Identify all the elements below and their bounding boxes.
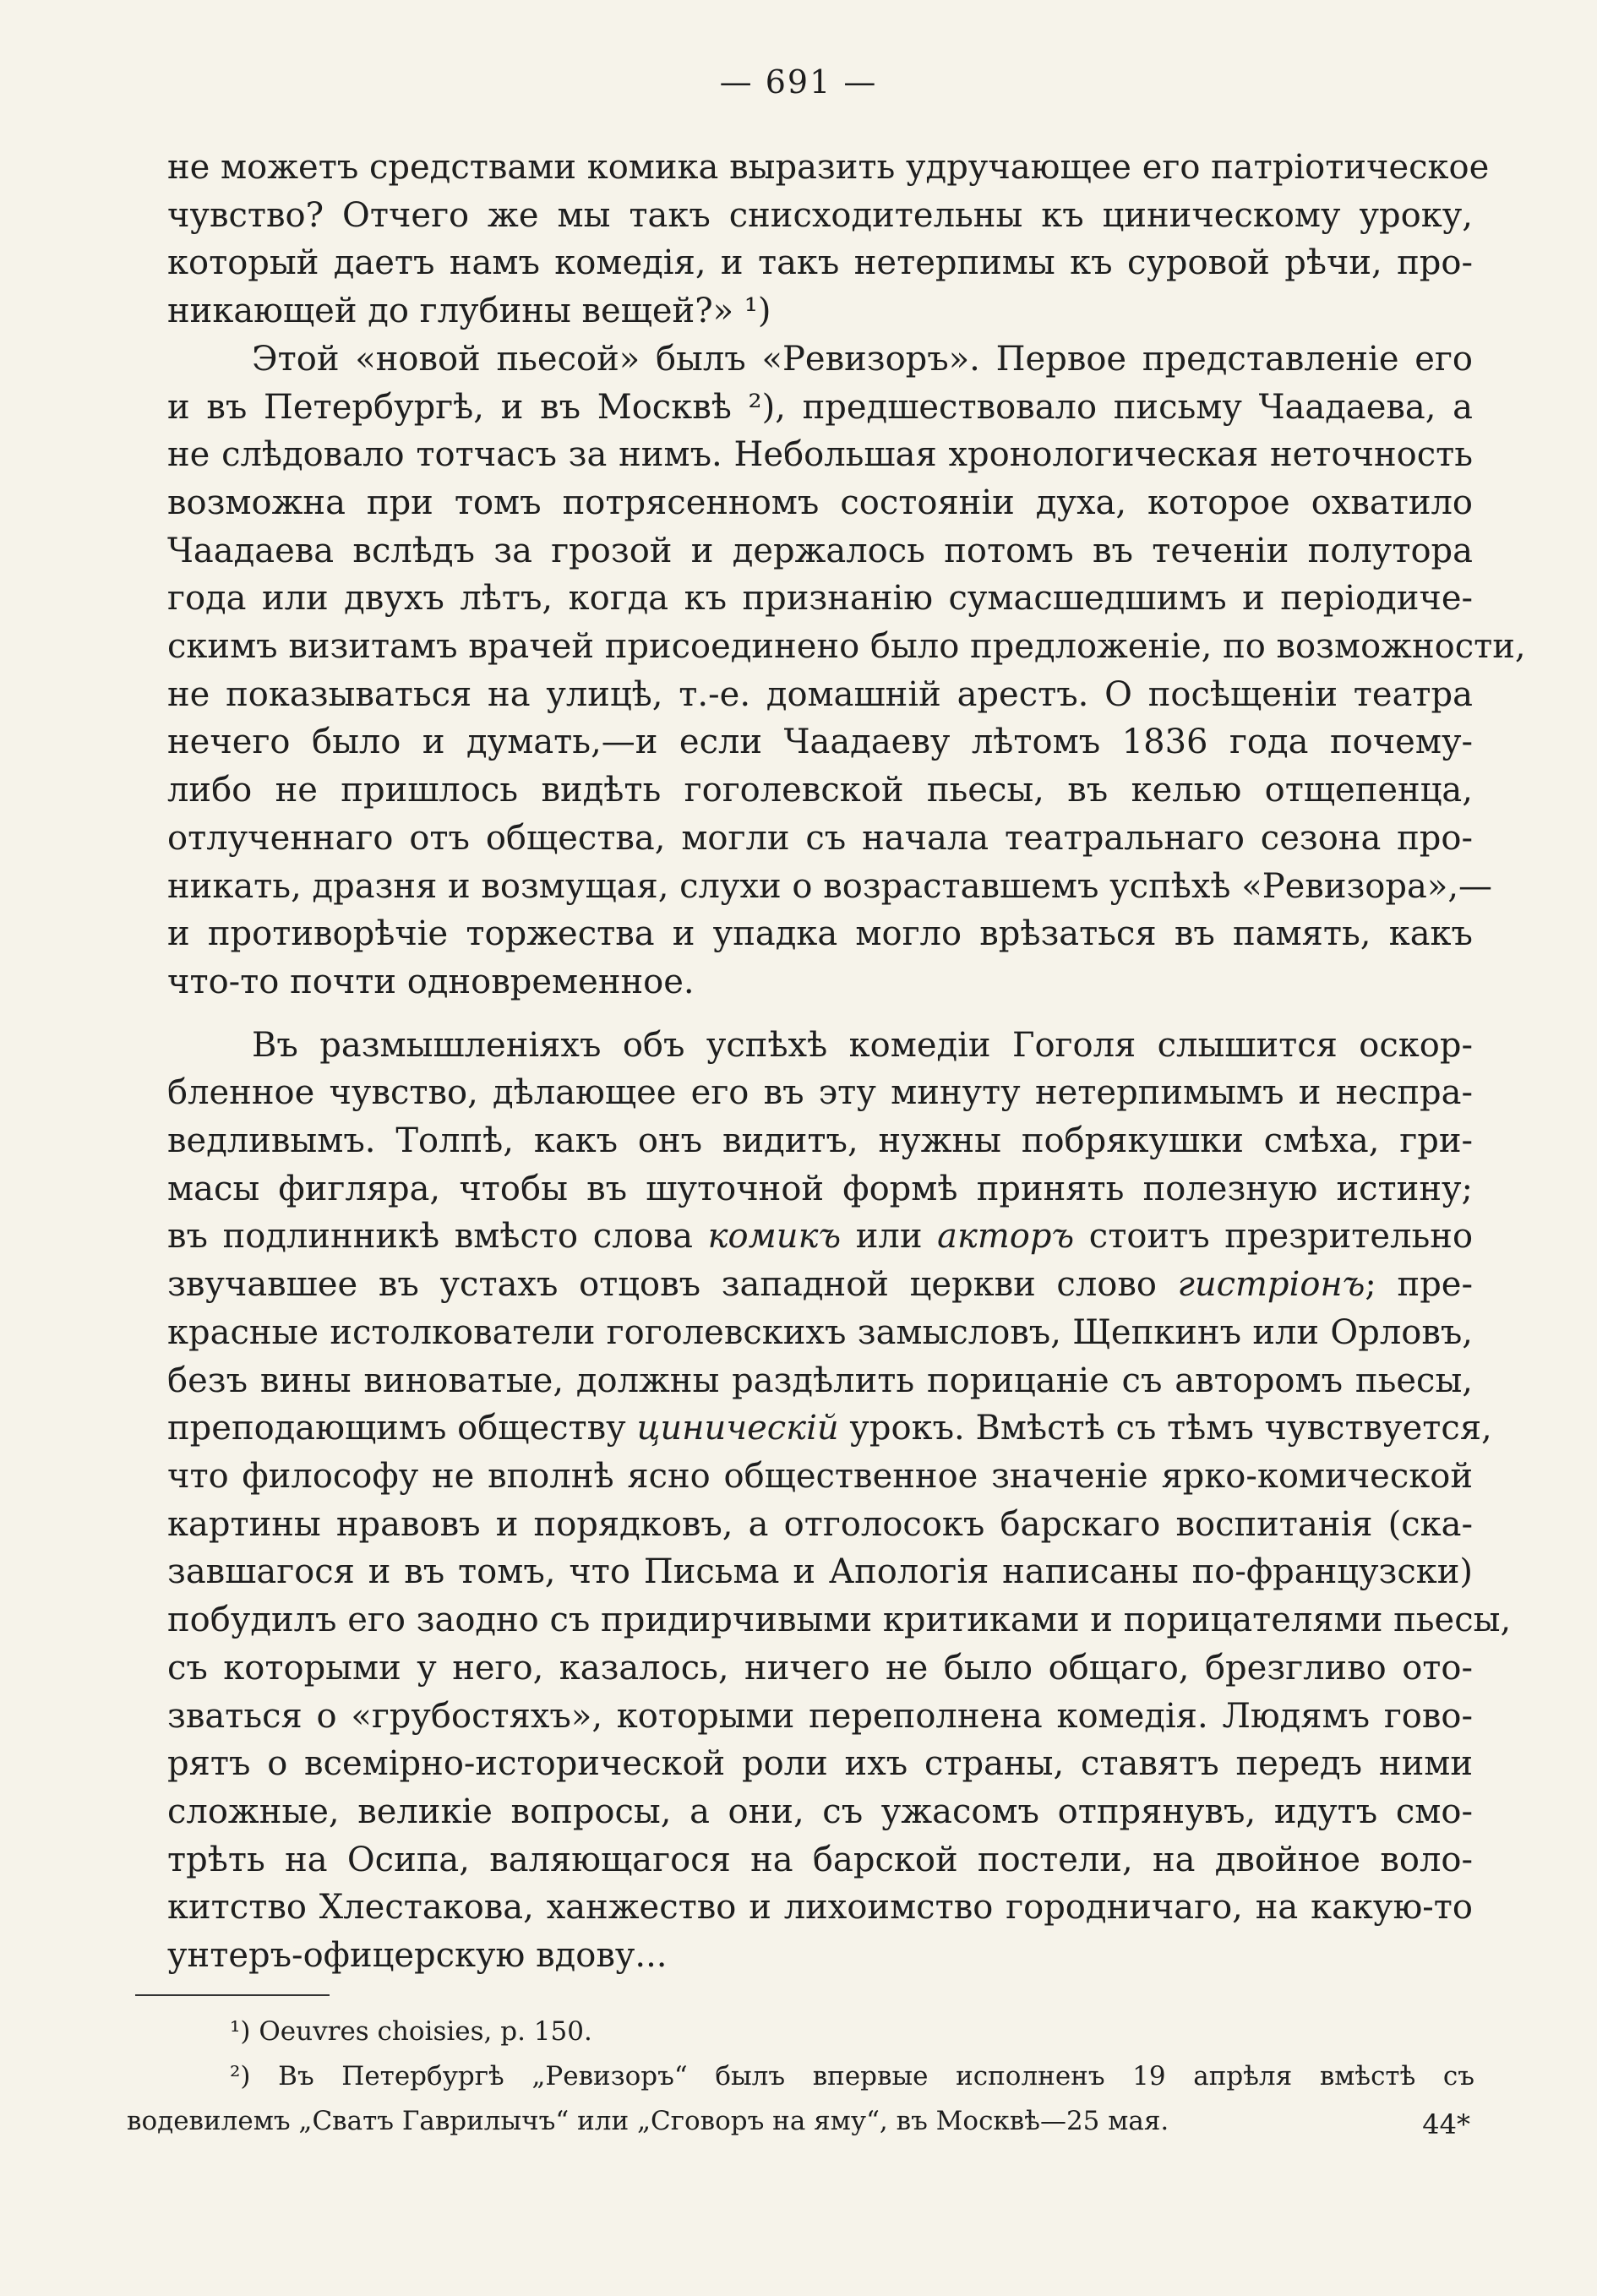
footnote-2: [127, 2054, 1474, 2099]
footnote-text: Oeuvres choisies, p. 150.: [259, 2016, 592, 2047]
text-segment: въ подлинникѣ вмѣсто слова: [167, 1217, 694, 1257]
text-line: никающей до глубины вещей?» ¹): [167, 292, 771, 331]
text-line: Чаадаева вслѣдъ за грозой и держалось потомъ въ теченіи полутора: [167, 531, 1473, 570]
text-line: Этой «новой пьесой» былъ «Ревизоръ». Первое представленіе его: [252, 339, 1473, 379]
text-line: побудилъ его заодно съ придирчивыми критиками и порицателями пьесы,: [167, 1601, 1512, 1640]
footnote-mark: ¹): [230, 2016, 251, 2047]
italic-word: гистріонъ: [1177, 1265, 1365, 1305]
text-line: картины нравовъ и порядковъ, а отголосокъ барскаго воспитанія (ска-: [167, 1504, 1473, 1544]
text-line: завшагося и въ томъ, что Письма и Апологія написаны по-французски): [167, 1552, 1473, 1592]
text-line: зваться о «грубостяхъ», которыми переполнена комедія. Людямъ гово-: [167, 1696, 1473, 1736]
text-line: отлученнаго отъ общества, могли съ начала театральнаго сезона про-: [167, 818, 1473, 858]
footnote-2-continued: водевилемъ „Сватъ Гаврилычъ“ или „Сговоръ на яму“, въ Москвѣ—25 мая.: [127, 2106, 1169, 2136]
text-line: съ которыми у него, казалось, ничего не было общаго, брезгливо ото-: [167, 1648, 1473, 1688]
text-line: рятъ о всемірно-исторической роли ихъ страны, ставятъ передъ ними: [167, 1744, 1473, 1784]
text-line: не можетъ средствами комика выразить удручающее его патріотическое: [167, 148, 1490, 187]
footnote-text: Въ Петербургѣ „Ревизоръ“ былъ впервые исполненъ 19 апрѣля вмѣстѣ съ: [278, 2061, 1474, 2091]
main-text: [167, 144, 1526, 1980]
footnote-divider: [135, 1994, 330, 1996]
text-line: который даетъ намъ комедія, и такъ нетерпимы къ суровой рѣчи, про-: [167, 243, 1473, 283]
text-line: трѣть на Осипа, валяющагося на барской постели, на двойное воло-: [167, 1840, 1473, 1879]
footnotes: [127, 2010, 1474, 2144]
text-line: ведливымъ. Толпѣ, какъ онъ видитъ, нужны побрякушки смѣха, гри-: [167, 1121, 1473, 1161]
text-line: не слѣдовало тотчасъ за нимъ. Небольшая хронологическая неточность: [167, 435, 1473, 475]
text-segment: урокъ. Вмѣстѣ съ тѣмъ чувствуется,: [849, 1409, 1492, 1448]
text-line: [167, 1404, 1492, 1453]
text-line: не показываться на улицѣ, т.-е. домашній арестъ. О посѣщеніи театра: [167, 674, 1473, 714]
text-line: [167, 1213, 1473, 1261]
text-line: и противорѣчіе торжества и упадка могло врѣзаться въ память, какъ: [167, 914, 1473, 954]
text-segment: стоитъ презрительно: [1088, 1217, 1474, 1257]
text-segment: преподающимъ обществу: [167, 1409, 626, 1448]
text-line: Въ размышленіяхъ объ успѣхѣ комедіи Гоголя слышится оскор-: [252, 1025, 1473, 1065]
italic-word: комикъ: [707, 1217, 842, 1257]
footnote-1: [127, 2010, 1474, 2054]
signature-mark: 44*: [1422, 2108, 1470, 2141]
text-line: возможна при томъ потрясенномъ состояніи духа, которое охватило: [167, 483, 1473, 522]
text-segment: звучавшее въ устахъ отцовъ западной церкви слово: [167, 1265, 1157, 1305]
text-line: чувство? Отчего же мы такъ снисходительны къ циническому уроку,: [167, 195, 1473, 235]
text-line: унтеръ-офицерскую вдову...: [167, 1936, 668, 1976]
text-line: [167, 1261, 1473, 1309]
page-number: — 691 —: [719, 63, 878, 101]
text-line: красные истолкователи гоголевскихъ замысловъ, Щепкинъ или Орловъ,: [167, 1312, 1473, 1352]
text-line: бленное чувство, дѣлающее его въ эту минуту нетерпимымъ и неспра-: [167, 1073, 1473, 1113]
text-line: что философу не вполнѣ ясно общественное значеніе ярко-комической: [167, 1456, 1473, 1496]
text-line: года или двухъ лѣтъ, когда къ признанію сумасшедшимъ и періодиче-: [167, 579, 1473, 619]
text-line: китство Хлестакова, ханжество и лихоимство городничаго, на какую-то: [167, 1888, 1473, 1928]
text-line: нечего было и думать,—и если Чаадаеву лѣтомъ 1836 года почему-: [167, 723, 1473, 762]
text-line: масы фигляра, чтобы въ шуточной формѣ принять полезную истину;: [167, 1169, 1473, 1208]
text-line: и въ Петербургѣ, и въ Москвѣ ²), предшествовало письму Чаадаева, а: [167, 387, 1473, 427]
footnote-mark: ²): [230, 2061, 251, 2091]
text-line: никать, дразня и возмущая, слухи о возраставшемъ успѣхѣ «Ревизора»,—: [167, 866, 1493, 906]
text-segment: ; пре-: [1365, 1265, 1473, 1305]
text-line: либо не пришлось видѣть гоголевской пьесы, въ келью отщепенца,: [167, 771, 1473, 810]
italic-word: акторъ: [937, 1217, 1075, 1257]
text-segment: или: [855, 1217, 923, 1257]
text-line: сложные, великіе вопросы, а они, съ ужасомъ отпрянувъ, идутъ смо-: [167, 1792, 1473, 1831]
text-line: скимъ визитамъ врачей присоединено было предложеніе, по возможности,: [167, 627, 1526, 667]
text-line: что-то почти одновременное.: [167, 962, 695, 1001]
text-line: безъ вины виноватые, должны раздѣлить порицаніе съ авторомъ пьесы,: [167, 1361, 1473, 1400]
italic-word: циническій: [636, 1409, 839, 1448]
